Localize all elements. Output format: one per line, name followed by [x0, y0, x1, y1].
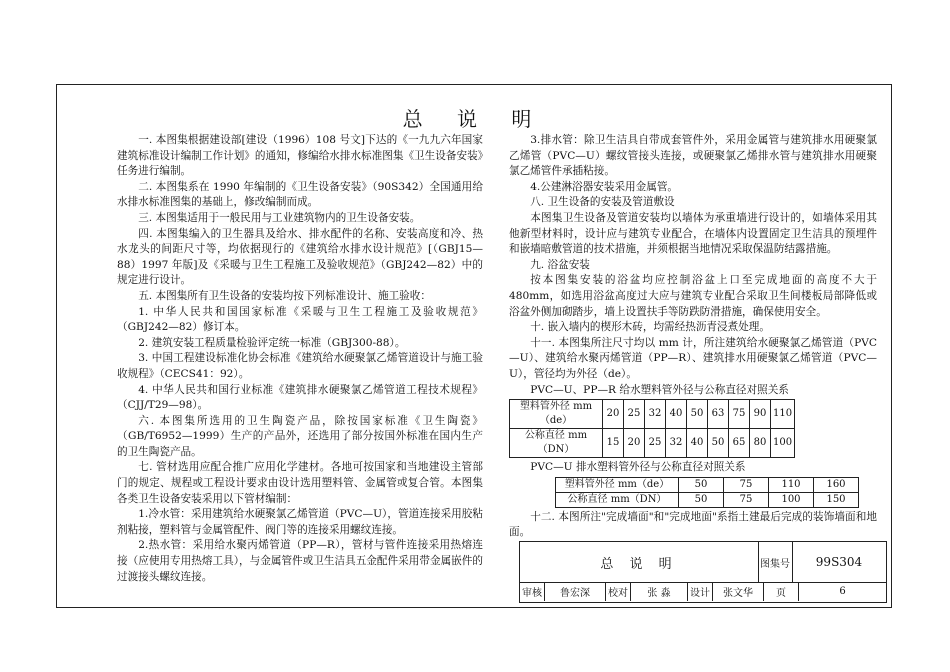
row-label: 公称直径 mm（DN）	[556, 492, 679, 507]
supply-pipe-size-table	[509, 399, 795, 458]
table-cell: 75	[729, 400, 750, 429]
paragraph: 七. 管材选用应配合推广应用化学建材。各地可按国家和当地建设主管部门的规定、规程或工程设计要求由设计选用塑料管、金属管或复合管。本图集各类卫生设备安装采用以下管材编制：	[117, 461, 483, 505]
left-column	[117, 133, 483, 585]
table-cell: 15	[603, 429, 624, 458]
design-label: 设计	[688, 582, 713, 601]
table-cell: 63	[708, 400, 729, 429]
table-cell: 40	[687, 429, 708, 458]
title-block	[519, 541, 887, 603]
paragraph: 三. 本图集适用于一般民用与工业建筑物内的卫生设备安装。	[138, 211, 421, 224]
table-cell: 160	[814, 477, 859, 492]
paragraph: 1. 中华人民共和国国家标准《采暖与卫生工程施工及验收规范》（GBJ242—82）修订本。	[117, 305, 483, 334]
paragraph: 3. 中国工程建设标准化协会标准《建筑给水硬聚氯乙烯管道设计与施工验收规程》（CECS41：92）。	[117, 352, 483, 380]
paragraph: 二. 本图集系在 1990 年编制的《卫生设备安装》（90S342）全国通用给水排水标准图集的基础上，修改编制而成。	[117, 180, 483, 209]
table-cell: 50	[679, 492, 724, 507]
drawing-name: 总 说 明	[520, 542, 759, 582]
right-column	[509, 133, 877, 541]
checker-name: 张 淼	[631, 582, 688, 601]
table-cell: 20	[624, 429, 645, 458]
title-block-top-row	[520, 542, 886, 583]
designer-name: 张文华	[713, 582, 764, 601]
table-cell: 75	[724, 492, 769, 507]
atlas-number-label: 图集号	[758, 542, 793, 582]
check-label: 校对	[606, 582, 631, 601]
paragraph: 十一. 本图集所注尺寸均以 mm 计，所注建筑给水硬聚氯乙烯管道（PVC—U）、建筑给水聚丙烯管道（PP—R）、建筑排水用硬聚氯乙烯管道（PVC—U），管径均为外径（de）。	[509, 336, 877, 380]
table-cell: 20	[603, 400, 624, 429]
paragraph: 按本图集安装的浴盆均应控制浴盆上口至完成地面的高度不大于480mm，如选用浴盆高度过大应与建筑专业配合采取卫生间楼板局部降低或浴盆外侧加砌踏步，墙上设置扶手等防跌防滑措施，确保使用安全。	[509, 274, 877, 318]
table-cell: 110	[771, 400, 795, 429]
atlas-number: 99S304	[815, 555, 863, 569]
paragraph: 本图集卫生设备及管道安装均以墙体为承重墙进行设计的，如墙体采用其他新型材料时，设计应与建筑专业配合，在墙体内设置固定卫生洁具的预埋件和嵌墙暗敷管道的技术措施，并须根据当地情况采取保温防结露措施。	[509, 211, 877, 256]
table-cell: 75	[724, 477, 769, 492]
paragraph: 六. 本图集所选用的卫生陶瓷产品，除按国家标准《卫生陶瓷》（GB/T6952—1999）生产的产品外，还选用了部分按国外标准在国内生产的卫生陶瓷产品。	[117, 414, 483, 458]
page-title: 总 说 明	[402, 107, 546, 131]
paragraph: 4.公建淋浴器安装采用金属管。	[530, 180, 679, 193]
table-cell: 50	[687, 400, 708, 429]
table-cell: 25	[624, 400, 645, 429]
section-heading: 八. 卫生设备的安装及管道敷设	[530, 196, 675, 209]
paragraph: 2.热水管：采用给水聚丙烯管道（PP—R），管材与管件连接采用热熔连接（应使用专用热熔工具），与金属管件或卫生洁具五金配件采用带金属嵌件的过渡接头螺纹连接。	[117, 539, 483, 583]
table-cell: 110	[769, 477, 814, 492]
paragraph: 十. 嵌入墙内的楔形木砖，均需经热沥青浸煮处理。	[530, 321, 770, 334]
paragraph: 五. 本图集所有卫生设备的安装均按下列标准设计、施工验收：	[138, 289, 431, 302]
table-row	[510, 429, 795, 458]
reviewer-name: 鲁宏深	[545, 582, 606, 601]
table-row	[556, 477, 859, 492]
paragraph: 2. 建筑安装工程质量检验评定统一标准（GBJ300-88）。	[138, 336, 406, 349]
table-cell: 80	[750, 429, 771, 458]
table-cell: 25	[645, 429, 666, 458]
section-heading: 九. 浴盆安装	[530, 258, 590, 271]
review-label: 审核	[520, 582, 545, 601]
table-cell: 100	[771, 429, 795, 458]
table-caption: PVC—U 排水塑料管外径与公称直径对照关系	[530, 461, 746, 474]
paragraph: 一. 本图集根据建设部[建设（1996）108 号文]下达的《一九九六年国家建筑标准设计编制工作计划》的通知，修编给水排水标准图集《卫生设备安装》任务进行编制。	[117, 134, 483, 178]
signature-row	[520, 582, 886, 601]
paragraph: 四. 本图集编入的卫生器具及给水、排水配件的名称、安装高度和冷、热水龙头的间距尺寸等，均依据现行的《建筑给水排水设计规范》[（GBJ15—88）1997 年版]及《采暖与卫生工程施工及验收规范》（GBJ242—82）中的规定进行设计。	[117, 227, 483, 287]
table-cell: 65	[729, 429, 750, 458]
page-number: 6	[839, 586, 846, 597]
table-row	[556, 492, 859, 507]
row-label: 塑料管外径 mm（de）	[556, 477, 679, 492]
paragraph: 3.排水管：除卫生洁具自带成套管件外，采用金属管与建筑排水用硬聚氯乙烯管（PVC—U）螺纹管接头连接，或硬聚氯乙烯排水管与建筑排水用硬聚氯乙烯管件承插粘接。	[509, 134, 877, 178]
paragraph: 十二. 本图所注"完成墙面"和"完成地面"系指土建最后完成的装饰墙面和地面。	[509, 510, 877, 539]
table-cell: 50	[708, 429, 729, 458]
table-cell: 32	[645, 400, 666, 429]
row-label: 公称直径 mm（DN）	[510, 429, 603, 458]
table-cell: 50	[679, 477, 724, 492]
table-cell: 32	[666, 429, 687, 458]
page-label: 页	[764, 582, 799, 601]
drain-pipe-size-table	[555, 477, 859, 508]
table-cell: 90	[750, 400, 771, 429]
paragraph: 1.冷水管：采用建筑给水硬聚氯乙烯管道（PVC—U），管道连接采用胶粘剂粘接，塑料管与金属管配件、阀门等的连接采用螺纹连接。	[117, 508, 483, 536]
paragraph: 4. 中华人民共和国行业标准《建筑排水硬聚氯乙烯管道工程技术规程》（CJJ/T29—98）。	[117, 383, 483, 412]
row-label: 塑料管外径 mm（de）	[510, 400, 603, 429]
table-cell: 100	[769, 492, 814, 507]
drawing-sheet	[56, 84, 892, 608]
table-cell: 40	[666, 400, 687, 429]
table-caption: PVC—U、PP—R 给水塑料管外径与公称直径对照关系	[530, 383, 789, 396]
table-cell: 150	[814, 492, 859, 507]
table-row	[510, 400, 795, 429]
